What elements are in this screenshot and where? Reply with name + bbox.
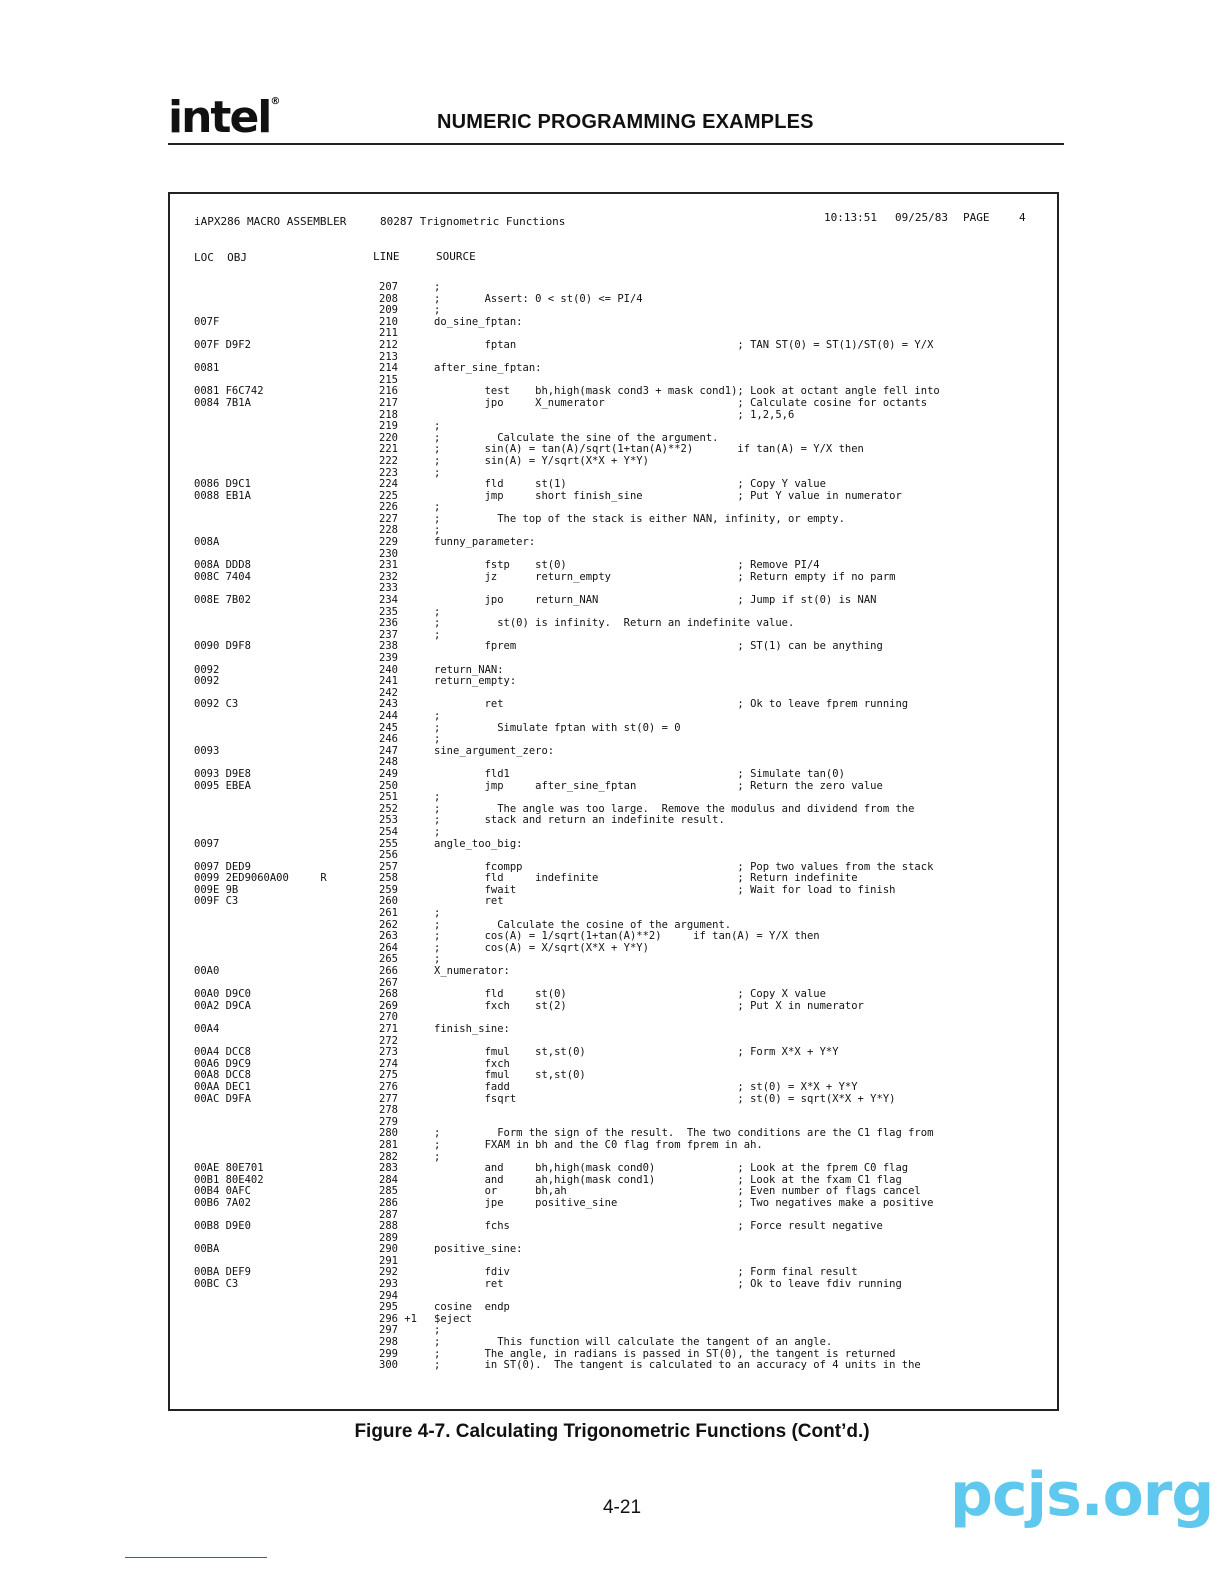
loc-obj xyxy=(194,711,327,723)
line-number: 226 xyxy=(379,501,398,514)
listing-figure xyxy=(168,192,1059,1411)
source-line: fwait ; Wait for load to finish xyxy=(434,883,896,896)
line-number: 250 xyxy=(379,779,398,792)
source-line: ; cos(A) = X/sqrt(X*X + Y*Y) xyxy=(434,941,649,954)
line-number: 300 xyxy=(379,1359,398,1372)
line-number: 268 xyxy=(379,988,398,1001)
source-line: and bh,high(mask cond0) ; Look at the fprem C0 flag xyxy=(434,1162,909,1175)
line-number: 221 xyxy=(379,443,398,456)
source-line: ; sin(A) = Y/sqrt(X*X + Y*Y) xyxy=(434,454,649,467)
line-number: 297 xyxy=(379,1324,398,1337)
line-number: 289 xyxy=(379,1231,398,1244)
loc-obj: 0097 xyxy=(194,837,220,850)
loc-obj xyxy=(194,1105,327,1117)
col-header-source: SOURCE xyxy=(436,250,476,263)
loc-obj: 009E 9B xyxy=(194,883,239,896)
loc-obj xyxy=(194,850,327,862)
loc-obj xyxy=(194,282,327,294)
loc-obj xyxy=(194,421,327,433)
source-line: funny_parameter: xyxy=(434,536,536,549)
loc-obj: 0092 C3 xyxy=(194,698,239,711)
line-number: 264 xyxy=(379,941,398,954)
source-line: ; xyxy=(434,791,441,804)
source-line: ; Calculate the sine of the argument. xyxy=(434,431,719,444)
source-line xyxy=(434,653,940,665)
loc-obj xyxy=(194,1325,327,1337)
source-line: fstp st(0) ; Remove PI/4 xyxy=(434,559,820,572)
source-line: jmp short finish_sine ; Put Y value in numerator xyxy=(434,489,902,502)
source-line: fld st(1) ; Copy Y value xyxy=(434,478,826,491)
line-number: 276 xyxy=(379,1080,398,1093)
loc-obj: 009F C3 xyxy=(194,895,239,908)
source-line: ; xyxy=(434,1150,441,1163)
source-line: ; The angle, in radians is passed in ST(0), the tangent is returned xyxy=(434,1347,896,1360)
loc-obj: 008C 7404 xyxy=(194,570,251,583)
source-line: X_numerator: xyxy=(434,965,510,978)
line-number: 259 xyxy=(379,883,398,896)
loc-obj: 00A4 DCC8 xyxy=(194,1046,251,1059)
loc-obj xyxy=(194,804,327,816)
col-header-loc-obj: LOC OBJ xyxy=(194,251,247,264)
line-number: 299 xyxy=(379,1347,398,1360)
line-number: 280 xyxy=(379,1127,398,1140)
loc-obj: 0092 xyxy=(194,663,220,676)
intel-logo: intel® xyxy=(168,92,279,143)
line-number: 212 xyxy=(379,338,398,351)
line-number: 287 xyxy=(379,1208,398,1221)
line-number: 263 xyxy=(379,930,398,943)
line-number: 285 xyxy=(379,1185,398,1198)
line-number: 291 xyxy=(379,1254,398,1267)
source-line xyxy=(434,850,940,862)
line-number: 274 xyxy=(379,1057,398,1070)
loc-obj xyxy=(194,1302,327,1314)
page-number: 4-21 xyxy=(602,1497,642,1518)
source-line: ; FXAM in bh and the C0 flag from fprem in ah. xyxy=(434,1138,763,1151)
source-line: ; Simulate fptan with st(0) = 0 xyxy=(434,721,681,734)
source-line: ret ; Ok to leave fprem running xyxy=(434,698,909,711)
source-line: ; st(0) is infinity. Return an indefinite value. xyxy=(434,617,795,630)
source-line: ret xyxy=(434,895,504,908)
line-number: 294 xyxy=(379,1289,398,1302)
line-number: 296 +1 xyxy=(379,1312,417,1325)
source-line: ; xyxy=(434,628,441,641)
line-number: 252 xyxy=(379,802,398,815)
line-number: 293 xyxy=(379,1278,398,1291)
loc-obj xyxy=(194,1128,327,1140)
line-number: 227 xyxy=(379,512,398,525)
line-number: 215 xyxy=(379,373,398,386)
loc-obj: 0093 D9E8 xyxy=(194,767,251,780)
line-number: 279 xyxy=(379,1115,398,1128)
line-number: 278 xyxy=(379,1104,398,1117)
source-line: fptan ; TAN ST(0) = ST(1)/ST(0) = Y/X xyxy=(434,338,934,351)
line-number: 245 xyxy=(379,721,398,734)
loc-obj xyxy=(194,456,327,468)
line-number: 238 xyxy=(379,640,398,653)
line-number: 244 xyxy=(379,709,398,722)
loc-obj: 0081 xyxy=(194,362,220,375)
page-label: PAGE xyxy=(963,211,990,224)
loc-obj: 0092 xyxy=(194,675,220,688)
line-number: 241 xyxy=(379,675,398,688)
source-line: sine_argument_zero: xyxy=(434,744,555,757)
loc-obj xyxy=(194,514,327,526)
loc-obj: 00A0 xyxy=(194,965,220,978)
source-line: fcompp ; Pop two values from the stack xyxy=(434,860,934,873)
line-number: 270 xyxy=(379,1011,398,1024)
line-number: 272 xyxy=(379,1034,398,1047)
line-number: 230 xyxy=(379,547,398,560)
line-number: 265 xyxy=(379,953,398,966)
loc-obj: 00B4 0AFC xyxy=(194,1185,251,1198)
loc-obj: 007F xyxy=(194,315,220,328)
loc-obj: 0095 EBEA xyxy=(194,779,251,792)
loc-obj xyxy=(194,943,327,955)
source-line: jpo X_numerator ; Calculate cosine for octants xyxy=(434,396,928,409)
loc-obj: 00A0 D9C0 xyxy=(194,988,251,1001)
line-number: 277 xyxy=(379,1092,398,1105)
line-number: 246 xyxy=(379,733,398,746)
source-line: ; The angle was too large. Remove the modulus and dividend from the xyxy=(434,802,915,815)
loc-obj: 008A DDD8 xyxy=(194,559,251,572)
source-line: finish_sine: xyxy=(434,1023,510,1035)
source-line: fld indefinite ; Return indefinite xyxy=(434,872,858,885)
source-line: ; The top of the stack is either NAN, infinity, or empty. xyxy=(434,512,845,525)
line-number: 292 xyxy=(379,1266,398,1279)
source-line: return_NAN: xyxy=(434,663,504,676)
line-number: 209 xyxy=(379,304,398,317)
source-line: ret ; Ok to leave fdiv running xyxy=(434,1278,902,1291)
line-number: 242 xyxy=(379,686,398,699)
source-line: angle_too_big: xyxy=(434,837,523,850)
line-number: 233 xyxy=(379,582,398,595)
line-number: 237 xyxy=(379,628,398,641)
source-line: ; xyxy=(434,907,441,920)
line-number: 262 xyxy=(379,918,398,931)
line-number: 255 xyxy=(379,837,398,850)
loc-obj xyxy=(194,734,327,746)
source-line: ; Form the sign of the result. The two conditions are the C1 flag from xyxy=(434,1127,934,1140)
source-line: fmul st,st(0) xyxy=(434,1069,586,1082)
loc-obj: 00BA xyxy=(194,1243,220,1256)
loc-obj xyxy=(194,723,327,735)
line-number: 222 xyxy=(379,454,398,467)
listing-page-number: 4 xyxy=(1019,211,1026,224)
loc-obj xyxy=(194,827,327,839)
source-line: ; Assert: 0 < st(0) <= PI/4 xyxy=(434,292,643,305)
line-number: 258 xyxy=(379,872,398,885)
loc-obj xyxy=(194,607,327,619)
source-line: ; xyxy=(434,304,441,317)
source-line: cosine endp xyxy=(434,1301,510,1314)
source-line: do_sine_fptan: xyxy=(434,315,523,328)
figure-caption: Figure 4-7. Calculating Trigonometric Functions (Cont’d.) xyxy=(354,1421,870,1442)
line-number: 295 xyxy=(379,1301,398,1314)
line-number: 234 xyxy=(379,594,398,607)
loc-obj: 00B6 7A02 xyxy=(194,1196,251,1209)
source-line: jpo return_NAN ; Jump if st(0) is NAN xyxy=(434,594,877,607)
assembler-name: iAPX286 MACRO ASSEMBLER xyxy=(194,215,347,228)
source-column xyxy=(434,282,940,1372)
loc-obj: 00AE 80E701 xyxy=(194,1162,264,1175)
loc-obj xyxy=(194,1337,327,1349)
loc-obj: 00AA DEC1 xyxy=(194,1080,251,1093)
loc-obj xyxy=(194,1117,327,1129)
line-number: 232 xyxy=(379,570,398,583)
source-line: jz return_empty ; Return empty if no parm xyxy=(434,570,896,583)
line-number: 266 xyxy=(379,965,398,978)
source-line: fmul st,st(0) ; Form X*X + Y*Y xyxy=(434,1046,839,1059)
loc-obj: 008A xyxy=(194,536,220,549)
loc-obj: 0086 D9C1 xyxy=(194,478,251,491)
source-line: ; xyxy=(434,825,441,838)
loc-obj xyxy=(194,502,327,514)
line-number: 208 xyxy=(379,292,398,305)
source-line: ; xyxy=(434,281,441,293)
line-number: 235 xyxy=(379,605,398,618)
loc-obj xyxy=(194,908,327,920)
page-header-title: NUMERIC PROGRAMMING EXAMPLES xyxy=(437,111,814,133)
loc-obj xyxy=(194,433,327,445)
line-number: 256 xyxy=(379,849,398,862)
line-number: 283 xyxy=(379,1162,398,1175)
source-line: ; sin(A) = tan(A)/sqrt(1+tan(A)**2) if tan(A) = Y/X then xyxy=(434,443,864,456)
module-title: 80287 Trignometric Functions xyxy=(380,215,566,228)
source-line: fsqrt ; st(0) = sqrt(X*X + Y*Y) xyxy=(434,1092,896,1105)
loc-obj: 00BA DEF9 xyxy=(194,1266,251,1279)
source-line: jpe positive_sine ; Two negatives make a positive xyxy=(434,1196,934,1209)
line-number: 248 xyxy=(379,756,398,769)
line-number: 210 xyxy=(379,315,398,328)
source-line: ; xyxy=(434,709,441,722)
source-line: jmp after_sine_fptan ; Return the zero value xyxy=(434,779,883,792)
source-line xyxy=(434,1291,940,1303)
source-line: ; xyxy=(434,953,441,966)
source-line: ; xyxy=(434,524,441,537)
loc-obj xyxy=(194,1360,327,1372)
loc-obj xyxy=(194,1140,327,1152)
loc-obj xyxy=(194,792,327,804)
source-line: and ah,high(mask cond1) ; Look at the fxam C1 flag xyxy=(434,1173,902,1186)
source-line: after_sine_fptan: xyxy=(434,362,542,375)
loc-obj: 00A2 D9CA xyxy=(194,999,251,1012)
line-number: 271 xyxy=(379,1023,398,1035)
line-number: 229 xyxy=(379,536,398,549)
header-rule xyxy=(168,143,1064,145)
line-number: 261 xyxy=(379,907,398,920)
source-line: ; stack and return an indefinite result. xyxy=(434,814,725,827)
line-number: 251 xyxy=(379,791,398,804)
source-line: ; xyxy=(434,466,441,479)
source-line: fprem ; ST(1) can be anything xyxy=(434,640,883,653)
line-number: 267 xyxy=(379,976,398,989)
line-number: 249 xyxy=(379,767,398,780)
loc-obj: 0081 F6C742 xyxy=(194,385,264,398)
col-header-line: LINE xyxy=(373,250,400,263)
loc-obj: 0097 DED9 xyxy=(194,860,251,873)
source-line: ; 1,2,5,6 xyxy=(434,408,795,421)
listing-time: 10:13:51 xyxy=(824,211,877,224)
loc-obj: 0084 7B1A xyxy=(194,396,251,409)
line-number: 236 xyxy=(379,617,398,630)
line-number: 239 xyxy=(379,652,398,664)
line-number: 253 xyxy=(379,814,398,827)
loc-obj: 008E 7B02 xyxy=(194,594,251,607)
line-number: 260 xyxy=(379,895,398,908)
loc-obj xyxy=(194,618,327,630)
line-number: 290 xyxy=(379,1243,398,1256)
line-number: 207 xyxy=(379,281,398,293)
source-line: ; This function will calculate the tangent of an angle. xyxy=(434,1336,833,1349)
loc-obj: 00BC C3 xyxy=(194,1278,239,1291)
loc-obj-column xyxy=(194,282,327,1372)
loc-obj: 00B1 80E402 xyxy=(194,1173,264,1186)
line-number: 224 xyxy=(379,478,398,491)
source-line: or bh,ah ; Even number of flags cancel xyxy=(434,1185,921,1198)
source-line: ; cos(A) = 1/sqrt(1+tan(A)**2) if tan(A) = Y/X then xyxy=(434,930,820,943)
loc-obj xyxy=(194,444,327,456)
source-line: fld1 ; Simulate tan(0) xyxy=(434,767,845,780)
line-number: 273 xyxy=(379,1046,398,1059)
loc-obj: 0088 EB1A xyxy=(194,489,251,502)
line-number: 269 xyxy=(379,999,398,1012)
line-number: 282 xyxy=(379,1150,398,1163)
line-number: 216 xyxy=(379,385,398,398)
line-number: 247 xyxy=(379,744,398,757)
loc-obj xyxy=(194,1314,327,1326)
line-number: 219 xyxy=(379,420,398,433)
line-number: 240 xyxy=(379,663,398,676)
line-number: 257 xyxy=(379,860,398,873)
source-line: fxch st(2) ; Put X in numerator xyxy=(434,999,864,1012)
line-number: 225 xyxy=(379,489,398,502)
source-line: ; xyxy=(434,501,441,514)
source-line: fxch xyxy=(434,1057,510,1070)
loc-obj xyxy=(194,410,327,422)
source-line: ; xyxy=(434,420,441,433)
source-line: ; xyxy=(434,1324,441,1337)
loc-obj xyxy=(194,1291,327,1303)
line-number: 243 xyxy=(379,698,398,711)
source-line: ; xyxy=(434,733,441,746)
listing-date: 09/25/83 xyxy=(895,211,948,224)
line-number: 231 xyxy=(379,559,398,572)
loc-obj xyxy=(194,1349,327,1361)
loc-obj: 00A8 DCC8 xyxy=(194,1069,251,1082)
source-line: $eject xyxy=(434,1312,472,1325)
line-number: 254 xyxy=(379,825,398,838)
line-number: 298 xyxy=(379,1336,398,1349)
loc-obj: 00A6 D9C9 xyxy=(194,1057,251,1070)
pcjs-watermark: pcjs.org xyxy=(950,1460,1214,1530)
loc-obj xyxy=(194,815,327,827)
source-line: ; in ST(0). The tangent is calculated to an accuracy of 4 units in the xyxy=(434,1359,921,1372)
line-number-column xyxy=(379,282,417,1372)
source-line: test bh,high(mask cond3 + mask cond1); Look at octant angle fell into xyxy=(434,385,940,398)
source-line: fadd ; st(0) = X*X + Y*Y xyxy=(434,1080,858,1093)
loc-obj: 00AC D9FA xyxy=(194,1092,251,1105)
loc-obj: 00B8 D9E0 xyxy=(194,1220,251,1233)
bottom-link-underline xyxy=(125,1557,267,1558)
source-line: ; Calculate the cosine of the argument. xyxy=(434,918,732,931)
line-number: 286 xyxy=(379,1196,398,1209)
line-number: 213 xyxy=(379,350,398,363)
line-number: 218 xyxy=(379,408,398,421)
line-number: 228 xyxy=(379,524,398,537)
source-line: positive_sine: xyxy=(434,1243,523,1256)
line-number: 223 xyxy=(379,466,398,479)
line-number: 281 xyxy=(379,1138,398,1151)
loc-obj xyxy=(194,653,327,665)
loc-obj: 00A4 xyxy=(194,1023,220,1035)
loc-obj: 0093 xyxy=(194,744,220,757)
line-number: 214 xyxy=(379,362,398,375)
line-number: 288 xyxy=(379,1220,398,1233)
source-line xyxy=(434,1012,940,1024)
line-number: 275 xyxy=(379,1069,398,1082)
loc-obj: 0090 D9F8 xyxy=(194,640,251,653)
source-line: fdiv ; Form final result xyxy=(434,1266,858,1279)
line-number: 284 xyxy=(379,1173,398,1186)
loc-obj xyxy=(194,294,327,306)
line-number: 220 xyxy=(379,431,398,444)
source-line xyxy=(434,1105,940,1117)
loc-obj: 0099 2ED9060A00 R xyxy=(194,872,327,885)
source-line: return_empty: xyxy=(434,675,517,688)
loc-obj xyxy=(194,920,327,932)
source-line: fld st(0) ; Copy X value xyxy=(434,988,826,1001)
source-line: ; xyxy=(434,605,441,618)
loc-obj: 007F D9F2 xyxy=(194,338,251,351)
loc-obj xyxy=(194,931,327,943)
source-line: fchs ; Force result negative xyxy=(434,1220,883,1233)
line-number: 211 xyxy=(379,327,398,340)
line-number: 217 xyxy=(379,396,398,409)
